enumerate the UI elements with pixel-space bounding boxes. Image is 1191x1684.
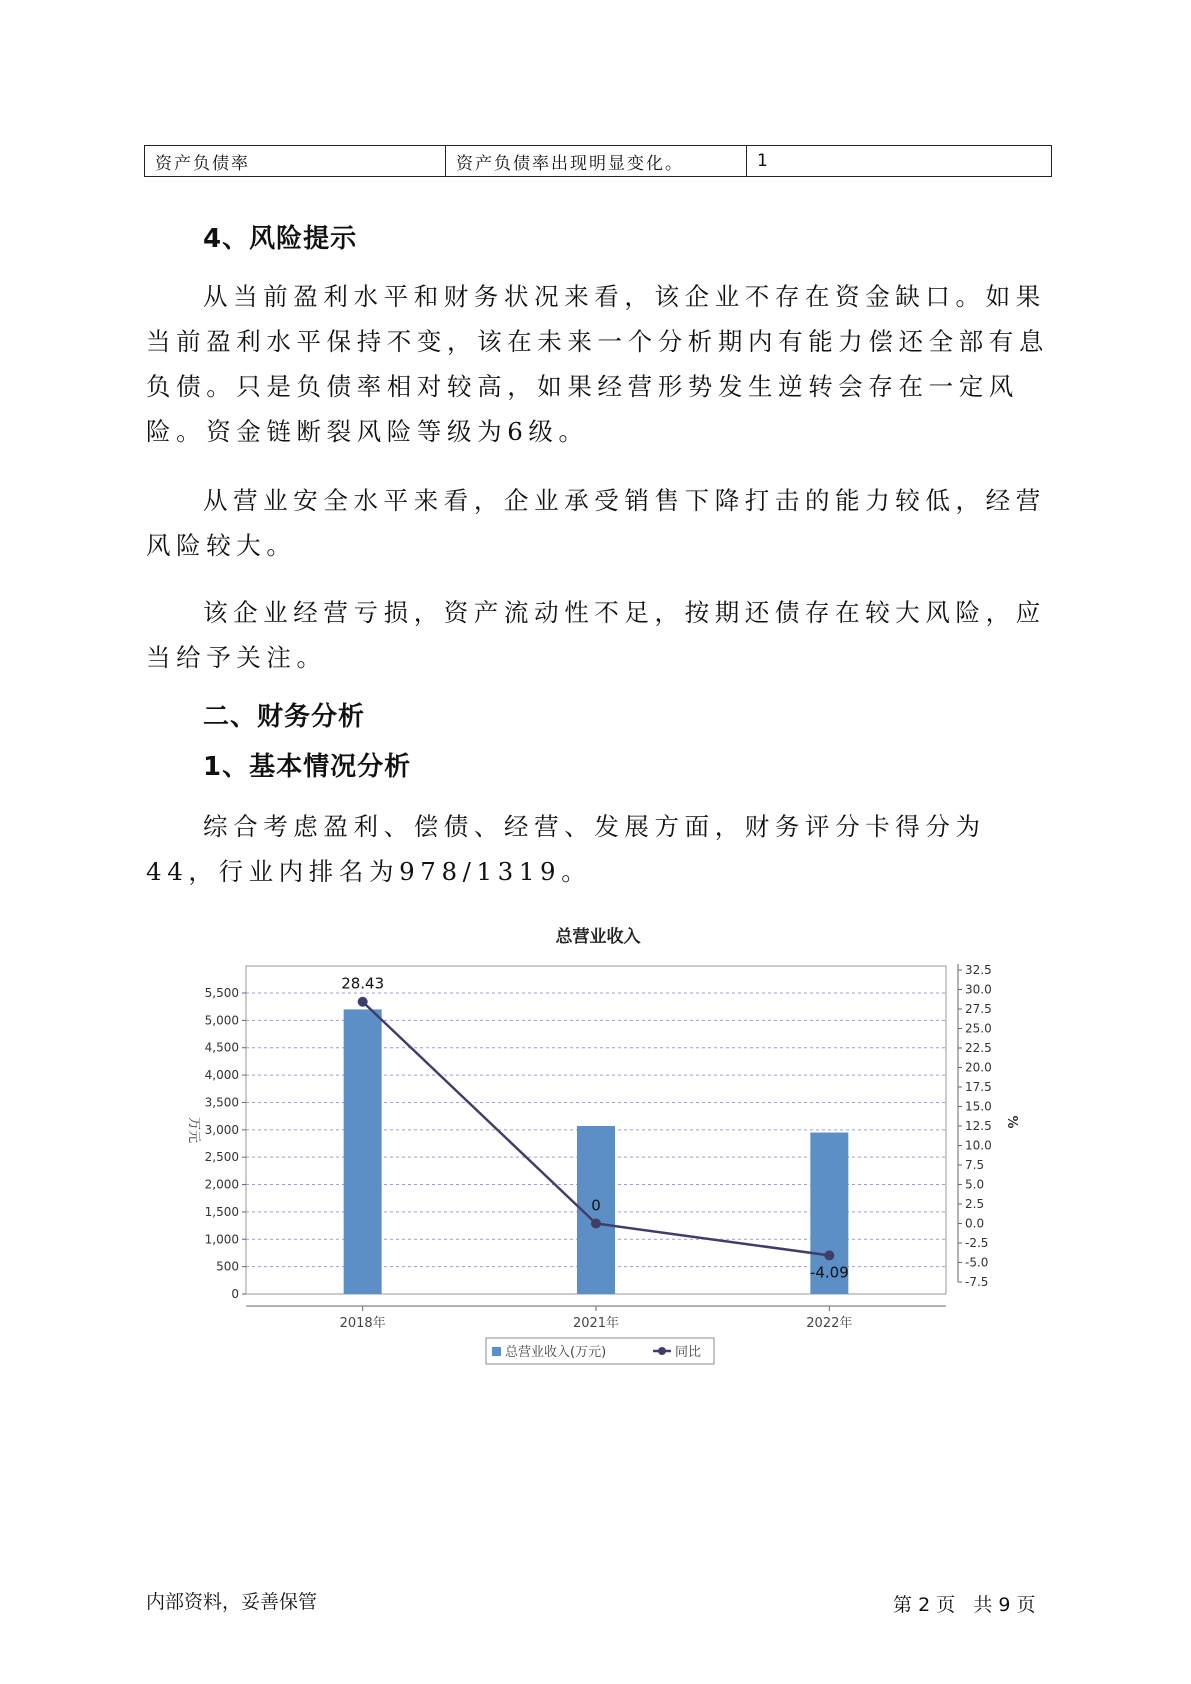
legend-line-label: 同比 [675, 1345, 702, 1360]
table-cell-description: 资产负债率出现明显变化。 [446, 146, 747, 177]
right-tick-label: 5.0 [965, 1177, 985, 1192]
table-cell-value: 1 [747, 146, 1052, 177]
yoy-data-label: -4.09 [809, 1263, 849, 1282]
revenue-chart-svg [170, 918, 1050, 1378]
right-tick-label: 15.0 [965, 1099, 992, 1114]
chart-title: 总营业收入 [555, 927, 641, 947]
right-tick-label: 17.5 [965, 1080, 992, 1094]
right-tick-label: 32.5 [965, 963, 992, 977]
left-tick-label: 3,500 [204, 1095, 239, 1110]
left-tick-label: 2,000 [204, 1177, 239, 1192]
right-tick-label: -2.5 [965, 1236, 989, 1250]
basic-analysis-heading: 1、基本情况分析 [203, 752, 412, 782]
revenue-bar [344, 1009, 382, 1294]
revenue-chart [170, 918, 1050, 1378]
footer-confidential-note: 内部资料，妥善保管 [146, 1591, 318, 1613]
legend-bar-swatch [492, 1347, 501, 1356]
right-tick-label: 12.5 [965, 1119, 992, 1133]
right-tick-label: 20.0 [965, 1060, 992, 1075]
right-axis-label: % [1004, 1115, 1019, 1129]
right-tick-label: 0.0 [965, 1216, 985, 1231]
right-tick-label: 2.5 [965, 1197, 985, 1211]
legend-bar-label: 总营业收入(万元) [505, 1345, 607, 1360]
page-total: 9 [998, 1594, 1011, 1616]
left-tick-label: 500 [216, 1259, 239, 1274]
table-cell-item: 资产负债率 [145, 146, 446, 177]
x-tick-label: 2018年 [339, 1316, 386, 1331]
left-tick-label: 5,000 [204, 1013, 239, 1028]
indicator-table [144, 145, 1052, 177]
right-tick-label: 10.0 [965, 1138, 992, 1153]
yoy-data-label: 28.43 [341, 974, 385, 993]
left-axis-label: 万元 [186, 1116, 201, 1144]
left-tick-label: 3,000 [204, 1122, 239, 1137]
yoy-point [591, 1219, 601, 1229]
legend-line-marker [658, 1347, 666, 1355]
right-tick-label: 30.0 [965, 982, 992, 997]
yoy-data-label: 0 [591, 1196, 601, 1215]
left-tick-label: 4,000 [204, 1068, 239, 1083]
right-tick-label: -7.5 [965, 1275, 989, 1289]
basic-analysis-paragraph: 综合考虑盈利、偿债、经营、发展方面，财务评分卡得分为44，行业内排名为978/1319。 [146, 812, 986, 886]
risk-paragraph-3: 该企业经营亏损，资产流动性不足，按期还债存在较大风险，应当给予关注。 [146, 598, 1046, 672]
right-tick-label: 27.5 [965, 1002, 992, 1016]
left-tick-label: 4,500 [204, 1040, 239, 1055]
finance-heading: 二、财务分析 [203, 702, 366, 732]
yoy-point [358, 997, 368, 1007]
left-tick-label: 0 [231, 1287, 239, 1301]
right-tick-label: 25.0 [965, 1021, 992, 1036]
x-tick-label: 2022年 [806, 1316, 853, 1331]
left-tick-label: 2,500 [204, 1150, 239, 1165]
page-prefix: 第 [893, 1594, 913, 1616]
yoy-point [824, 1250, 834, 1260]
left-tick-label: 5,500 [204, 986, 239, 1000]
left-tick-label: 1,000 [204, 1232, 239, 1247]
page-total-prefix: 共 [973, 1594, 993, 1616]
page-mid: 页 [936, 1594, 956, 1616]
table-row [145, 146, 1052, 177]
left-tick-label: 1,500 [204, 1204, 239, 1219]
right-tick-label: 22.5 [965, 1041, 992, 1055]
risk-heading: 4、风险提示 [203, 224, 358, 254]
risk-paragraph-2: 从营业安全水平来看，企业承受销售下降打击的能力较低，经营风险较大。 [146, 486, 1046, 560]
right-tick-label: -5.0 [965, 1255, 989, 1270]
page-current: 2 [918, 1594, 931, 1616]
x-tick-label: 2021年 [572, 1316, 620, 1331]
page-suffix: 页 [1016, 1594, 1036, 1616]
risk-paragraph-1: 从当前盈利水平和财务状况来看，该企业不存在资金缺口。如果当前盈利水平保持不变，该在未来一个分析期内有能力偿还全部有息负债。只是负债率相对较高，如果经营形势发生逆转会存在一定风险。资金链断裂风险等级为6级。 [146, 282, 1049, 446]
footer-page-number [893, 1590, 1036, 1617]
right-tick-label: 7.5 [965, 1158, 985, 1172]
